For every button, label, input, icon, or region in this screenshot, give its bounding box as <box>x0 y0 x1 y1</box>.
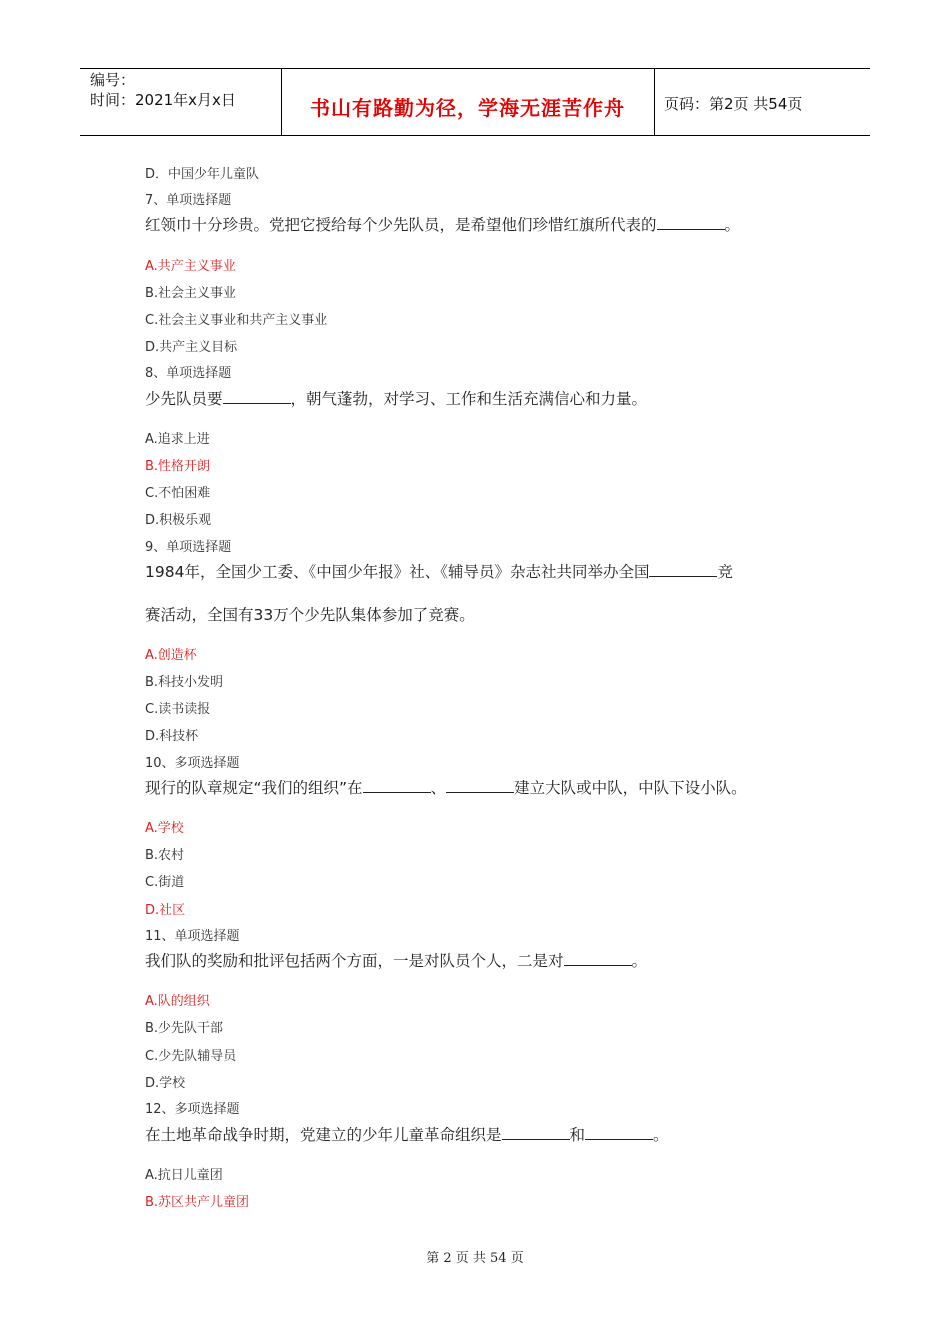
answer-option: B.少先队干部 <box>145 1021 224 1036</box>
stem-text: 少先队员要 <box>145 390 223 408</box>
question-type-label: 9、单项选择题 <box>145 540 232 555</box>
stem-text: 我们队的奖励和批评包括两个方面，一是对队员个人，二是对 <box>145 952 564 970</box>
answer-option: B.农村 <box>145 848 185 863</box>
answer-blank <box>363 778 431 793</box>
answer-option-correct: B.性格开朗 <box>145 459 211 474</box>
answer-option: C.读书读报 <box>145 702 211 717</box>
stem-text: 。 <box>724 216 741 234</box>
answer-blank <box>446 778 514 793</box>
stem-text: 红领巾十分珍贵。党把它授给每个少先队员，是希望他们珍惜红旗所代表的 <box>145 216 657 234</box>
question-stem <box>145 213 740 235</box>
answer-option: B.科技小发明 <box>145 675 224 690</box>
answer-option: A.追求上进 <box>145 432 210 447</box>
question-type-label: 8、单项选择题 <box>145 366 232 381</box>
answer-blank <box>223 389 291 404</box>
question-stem <box>145 949 647 971</box>
answer-option: A.抗日儿童团 <box>145 1168 223 1183</box>
question-stem <box>145 387 647 409</box>
answer-option: C.不怕困难 <box>145 486 211 501</box>
document-number-label: 编号： <box>90 71 136 89</box>
answer-option: C.街道 <box>145 875 185 890</box>
header-page-info: 页码：第2页 共54页 <box>664 95 803 113</box>
stem-text: 在土地革命战争时期，党建立的少年儿童革命组织是 <box>145 1126 502 1144</box>
answer-option: D．中国少年儿童队 <box>145 167 260 182</box>
answer-blank <box>564 951 632 966</box>
stem-text: 赛活动，全国有33万个少先队集体参加了竞赛。 <box>145 606 475 624</box>
document-time-label: 时间：2021年x月x日 <box>90 91 236 109</box>
stem-text: ，朝气蓬勃，对学习、工作和生活充满信心和力量。 <box>290 390 648 408</box>
header-meta <box>90 70 236 110</box>
answer-option: C.少先队辅导员 <box>145 1049 237 1064</box>
answer-option-correct: A.共产主义事业 <box>145 259 236 274</box>
answer-option-correct: A.学校 <box>145 821 184 836</box>
answer-option-correct: D.社区 <box>145 903 186 918</box>
answer-blank <box>585 1125 653 1140</box>
answer-blank <box>502 1125 570 1140</box>
stem-text: 。 <box>653 1126 669 1144</box>
stem-text: 建立大队或中队，中队下设小队。 <box>514 779 747 797</box>
question-type-label: 12、多项选择题 <box>145 1102 240 1117</box>
stem-text: 竞 <box>717 563 733 581</box>
page-footer: 第 2 页 共 54 页 <box>426 1251 524 1266</box>
answer-option: D.科技杯 <box>145 729 199 744</box>
header-top-rule <box>80 68 870 69</box>
question-stem <box>145 560 733 582</box>
answer-option-correct: B.苏区共产儿童团 <box>145 1195 250 1210</box>
header-motto: 书山有路勤为径，学海无涯苦作舟 <box>310 96 625 120</box>
question-stem <box>145 776 747 798</box>
answer-blank <box>649 562 717 577</box>
answer-option: C.社会主义事业和共产主义事业 <box>145 313 328 328</box>
header-divider-right <box>654 68 655 135</box>
question-type-label: 7、单项选择题 <box>145 193 232 208</box>
answer-option: D.共产主义目标 <box>145 340 238 355</box>
stem-text: 。 <box>631 952 648 970</box>
question-stem <box>145 603 475 625</box>
answer-blank <box>657 215 725 230</box>
answer-option: B.社会主义事业 <box>145 286 237 301</box>
stem-text: 现行的队章规定“我们的组织”在 <box>145 779 363 797</box>
answer-option: D.积极乐观 <box>145 513 212 528</box>
stem-text: 1984年，全国少工委、《中国少年报》社、《辅导员》杂志社共同举办全国 <box>145 563 650 581</box>
question-type-label: 10、多项选择题 <box>145 756 240 771</box>
stem-text: 、 <box>430 779 447 797</box>
answer-option: D.学校 <box>145 1076 186 1091</box>
question-stem <box>145 1123 669 1145</box>
question-type-label: 11、单项选择题 <box>145 929 240 944</box>
answer-option-correct: A.创造杯 <box>145 648 197 663</box>
answer-option-correct: A.队的组织 <box>145 994 210 1009</box>
stem-text: 和 <box>569 1126 586 1144</box>
header-bottom-rule <box>80 135 870 136</box>
